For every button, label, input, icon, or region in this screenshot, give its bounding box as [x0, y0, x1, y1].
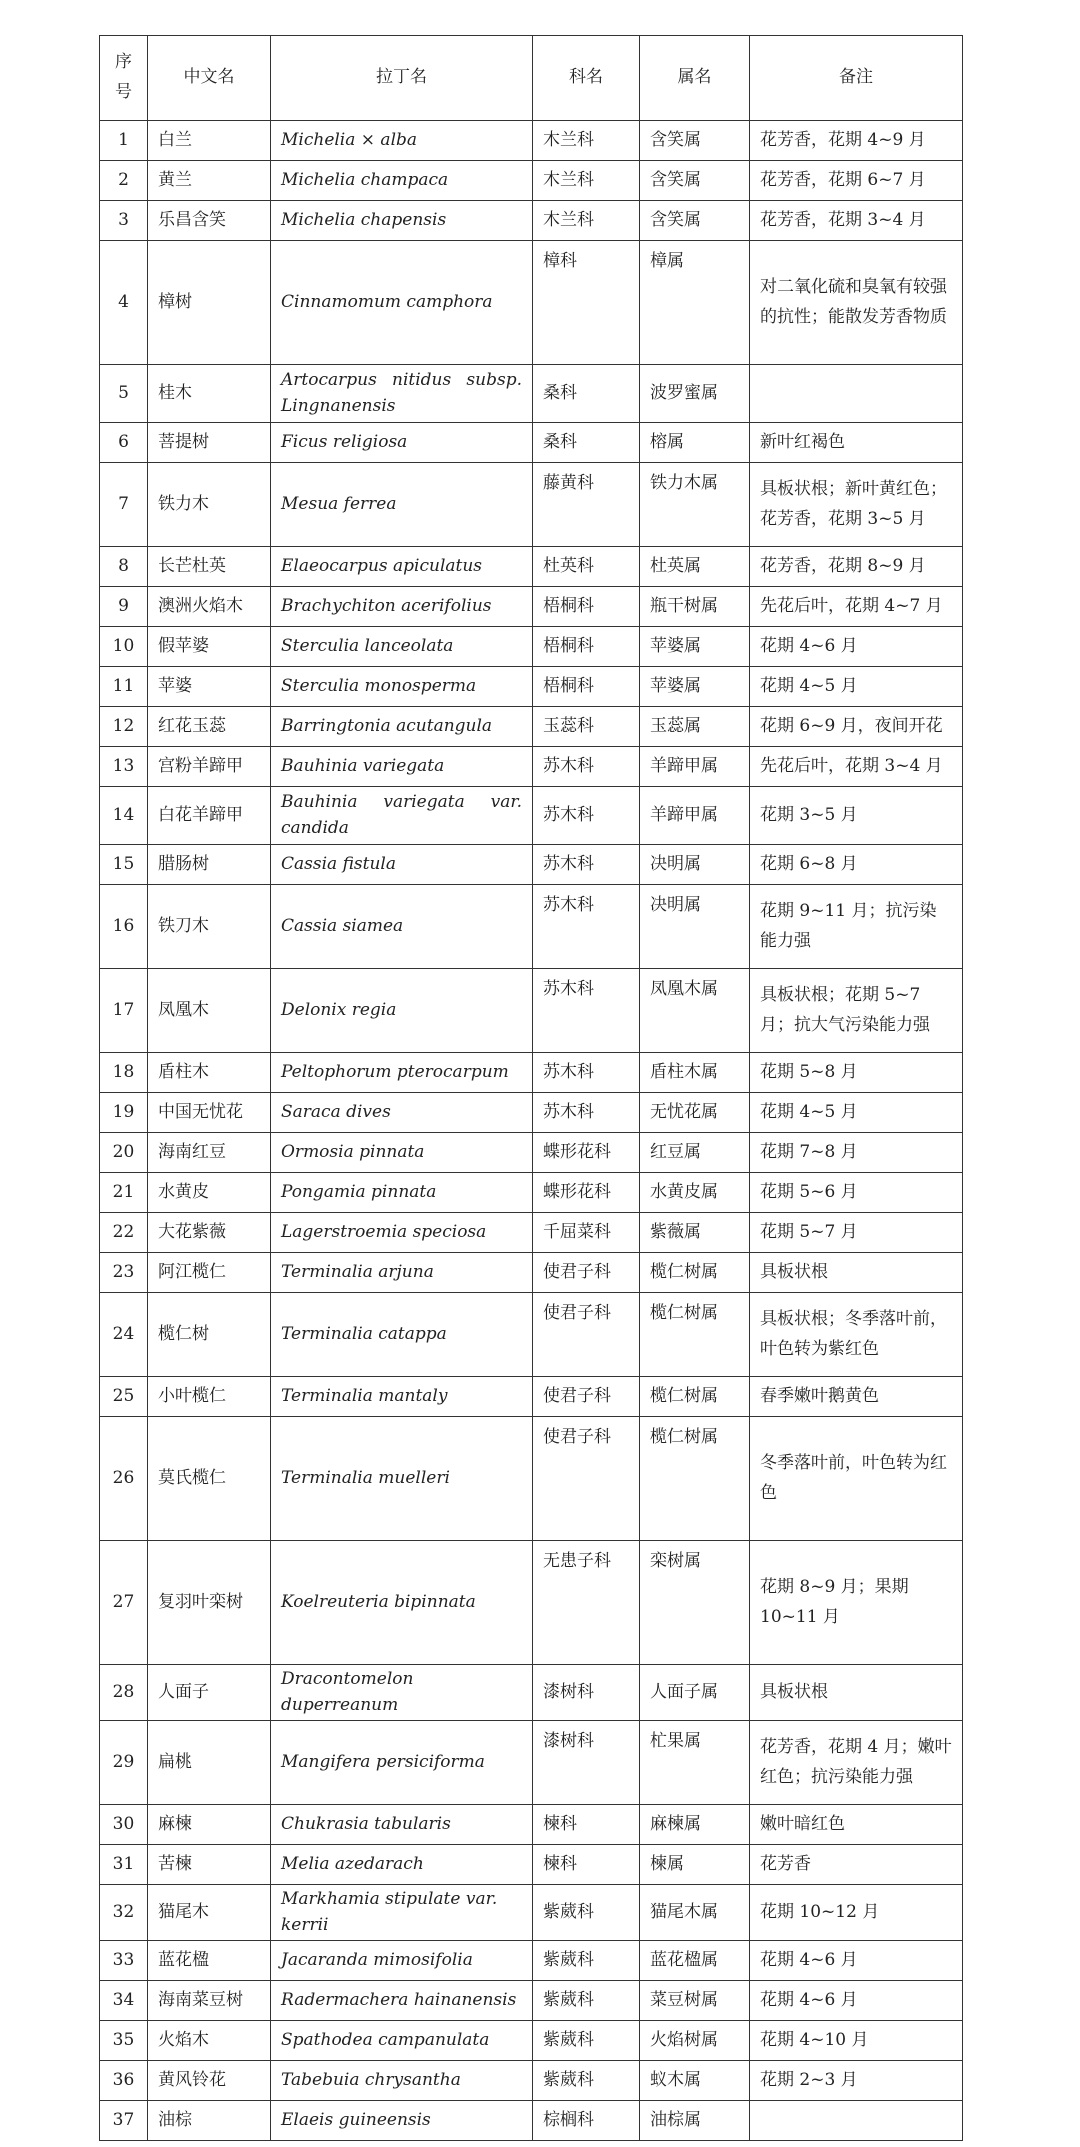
cell-chinese-name: 海南红豆 — [148, 1133, 271, 1173]
header-chinese-name: 中文名 — [148, 36, 271, 121]
table-row — [100, 241, 963, 365]
table-row — [100, 1253, 963, 1293]
table-row — [100, 365, 963, 423]
cell-chinese-name: 扁桃 — [148, 1721, 271, 1805]
table-row — [100, 161, 963, 201]
cell-latin-name: Cassia fistula — [271, 845, 533, 885]
cell-genus: 麻楝属 — [640, 1805, 750, 1845]
cell-notes: 花期 4~5 月 — [750, 667, 963, 707]
cell-genus: 榄仁树属 — [640, 1417, 750, 1541]
cell-notes: 新叶红褐色 — [750, 423, 963, 463]
cell-family: 木兰科 — [533, 121, 640, 161]
table-row — [100, 1885, 963, 1941]
cell-no: 15 — [100, 845, 148, 885]
cell-latin-name: Lagerstroemia speciosa — [271, 1213, 533, 1253]
cell-chinese-name: 铁力木 — [148, 463, 271, 547]
cell-no: 28 — [100, 1665, 148, 1721]
cell-genus: 含笑属 — [640, 121, 750, 161]
cell-family: 苏木科 — [533, 885, 640, 969]
table-row — [100, 1721, 963, 1805]
cell-no: 16 — [100, 885, 148, 969]
header-latin-name: 拉丁名 — [271, 36, 533, 121]
header-genus: 属名 — [640, 36, 750, 121]
cell-no: 25 — [100, 1377, 148, 1417]
table-row — [100, 1417, 963, 1541]
cell-family: 紫葳科 — [533, 2061, 640, 2101]
cell-genus: 栾树属 — [640, 1541, 750, 1665]
table-row — [100, 969, 963, 1053]
table-row — [100, 1093, 963, 1133]
cell-family: 漆树科 — [533, 1721, 640, 1805]
cell-family: 木兰科 — [533, 161, 640, 201]
cell-latin-name: Terminalia muelleri — [271, 1417, 533, 1541]
table-row — [100, 1293, 963, 1377]
cell-no: 13 — [100, 747, 148, 787]
cell-chinese-name: 澳洲火焰木 — [148, 587, 271, 627]
cell-no: 5 — [100, 365, 148, 423]
cell-latin-name: Sterculia monosperma — [271, 667, 533, 707]
cell-no: 3 — [100, 201, 148, 241]
cell-notes: 花期 6~8 月 — [750, 845, 963, 885]
cell-family: 桑科 — [533, 423, 640, 463]
cell-notes: 花期 2~3 月 — [750, 2061, 963, 2101]
cell-latin-name: Terminalia catappa — [271, 1293, 533, 1377]
cell-notes: 花芳香，花期 3~4 月 — [750, 201, 963, 241]
table-row — [100, 707, 963, 747]
cell-no: 33 — [100, 1941, 148, 1981]
cell-notes — [750, 2101, 963, 2141]
cell-family: 使君子科 — [533, 1253, 640, 1293]
table-row — [100, 1541, 963, 1665]
cell-no: 35 — [100, 2021, 148, 2061]
cell-family: 木兰科 — [533, 201, 640, 241]
cell-family: 紫葳科 — [533, 1941, 640, 1981]
cell-genus: 水黄皮属 — [640, 1173, 750, 1213]
cell-latin-name: Mesua ferrea — [271, 463, 533, 547]
cell-family: 苏木科 — [533, 969, 640, 1053]
cell-chinese-name: 榄仁树 — [148, 1293, 271, 1377]
cell-latin-name: Barringtonia acutangula — [271, 707, 533, 747]
cell-chinese-name: 阿江榄仁 — [148, 1253, 271, 1293]
cell-chinese-name: 黄兰 — [148, 161, 271, 201]
cell-family: 苏木科 — [533, 845, 640, 885]
cell-notes: 花期 5~6 月 — [750, 1173, 963, 1213]
cell-no: 34 — [100, 1981, 148, 2021]
cell-no: 24 — [100, 1293, 148, 1377]
cell-family: 梧桐科 — [533, 627, 640, 667]
cell-chinese-name: 莫氏榄仁 — [148, 1417, 271, 1541]
cell-notes: 花期 4~10 月 — [750, 2021, 963, 2061]
cell-notes: 花期 5~8 月 — [750, 1053, 963, 1093]
cell-chinese-name: 盾柱木 — [148, 1053, 271, 1093]
cell-family: 楝科 — [533, 1845, 640, 1885]
cell-latin-name: Pongamia pinnata — [271, 1173, 533, 1213]
plant-species-table — [99, 35, 963, 2141]
cell-no: 21 — [100, 1173, 148, 1213]
cell-no: 27 — [100, 1541, 148, 1665]
cell-latin-name: Peltophorum pterocarpum — [271, 1053, 533, 1093]
cell-latin-name: Bauhinia variegata var. candida — [271, 787, 533, 845]
cell-chinese-name: 苹婆 — [148, 667, 271, 707]
cell-chinese-name: 黄风铃花 — [148, 2061, 271, 2101]
cell-notes: 具板状根 — [750, 1665, 963, 1721]
cell-notes: 具板状根；新叶黄红色；花芳香，花期 3~5 月 — [750, 463, 963, 547]
cell-family: 玉蕊科 — [533, 707, 640, 747]
cell-family: 使君子科 — [533, 1417, 640, 1541]
cell-chinese-name: 猫尾木 — [148, 1885, 271, 1941]
cell-notes: 冬季落叶前，叶色转为红色 — [750, 1417, 963, 1541]
cell-family: 紫葳科 — [533, 2021, 640, 2061]
cell-genus: 油棕属 — [640, 2101, 750, 2141]
cell-no: 12 — [100, 707, 148, 747]
cell-chinese-name: 假苹婆 — [148, 627, 271, 667]
cell-genus: 榕属 — [640, 423, 750, 463]
cell-chinese-name: 中国无忧花 — [148, 1093, 271, 1133]
cell-notes: 花期 4~6 月 — [750, 1941, 963, 1981]
cell-genus: 杧果属 — [640, 1721, 750, 1805]
cell-latin-name: Dracontomelon duperreanum — [271, 1665, 533, 1721]
cell-chinese-name: 铁刀木 — [148, 885, 271, 969]
cell-no: 6 — [100, 423, 148, 463]
cell-no: 10 — [100, 627, 148, 667]
cell-genus: 樟属 — [640, 241, 750, 365]
cell-chinese-name: 火焰木 — [148, 2021, 271, 2061]
cell-genus: 蚁木属 — [640, 2061, 750, 2101]
table-row — [100, 1053, 963, 1093]
cell-no: 2 — [100, 161, 148, 201]
cell-chinese-name: 大花紫薇 — [148, 1213, 271, 1253]
cell-notes: 花芳香，花期 6~7 月 — [750, 161, 963, 201]
table-row — [100, 1213, 963, 1253]
cell-no: 32 — [100, 1885, 148, 1941]
cell-no: 30 — [100, 1805, 148, 1845]
cell-notes: 花期 7~8 月 — [750, 1133, 963, 1173]
cell-latin-name: Elaeis guineensis — [271, 2101, 533, 2141]
cell-latin-name: Bauhinia variegata — [271, 747, 533, 787]
cell-notes: 具板状根；冬季落叶前，叶色转为紫红色 — [750, 1293, 963, 1377]
cell-chinese-name: 樟树 — [148, 241, 271, 365]
cell-family: 蝶形花科 — [533, 1133, 640, 1173]
cell-chinese-name: 长芒杜英 — [148, 547, 271, 587]
cell-chinese-name: 小叶榄仁 — [148, 1377, 271, 1417]
header-no: 序号 — [100, 36, 148, 121]
cell-latin-name: Terminalia mantaly — [271, 1377, 533, 1417]
cell-family: 棕榈科 — [533, 2101, 640, 2141]
cell-notes: 花芳香，花期 8~9 月 — [750, 547, 963, 587]
cell-genus: 含笑属 — [640, 201, 750, 241]
cell-latin-name: Elaeocarpus apiculatus — [271, 547, 533, 587]
cell-latin-name: Koelreuteria bipinnata — [271, 1541, 533, 1665]
cell-no: 22 — [100, 1213, 148, 1253]
cell-notes: 花芳香 — [750, 1845, 963, 1885]
cell-no: 18 — [100, 1053, 148, 1093]
cell-genus: 紫薇属 — [640, 1213, 750, 1253]
cell-notes: 春季嫩叶鹅黄色 — [750, 1377, 963, 1417]
cell-genus: 决明属 — [640, 845, 750, 885]
cell-latin-name: Delonix regia — [271, 969, 533, 1053]
cell-family: 楝科 — [533, 1805, 640, 1845]
table-row — [100, 787, 963, 845]
cell-no: 4 — [100, 241, 148, 365]
cell-notes: 先花后叶，花期 4~7 月 — [750, 587, 963, 627]
cell-no: 17 — [100, 969, 148, 1053]
cell-no: 14 — [100, 787, 148, 845]
cell-genus: 榄仁树属 — [640, 1253, 750, 1293]
cell-latin-name: Spathodea campanulata — [271, 2021, 533, 2061]
cell-chinese-name: 苦楝 — [148, 1845, 271, 1885]
cell-notes: 花期 6~9 月，夜间开花 — [750, 707, 963, 747]
cell-genus: 盾柱木属 — [640, 1053, 750, 1093]
table-row — [100, 1665, 963, 1721]
cell-latin-name: Mangifera persiciforma — [271, 1721, 533, 1805]
cell-notes: 花期 4~5 月 — [750, 1093, 963, 1133]
cell-genus: 铁力木属 — [640, 463, 750, 547]
table-row — [100, 1173, 963, 1213]
cell-notes: 对二氧化硫和臭氧有较强的抗性；能散发芳香物质 — [750, 241, 963, 365]
cell-genus: 无忧花属 — [640, 1093, 750, 1133]
cell-notes: 花芳香，花期 4 月；嫩叶红色；抗污染能力强 — [750, 1721, 963, 1805]
cell-genus: 蓝花楹属 — [640, 1941, 750, 1981]
cell-no: 23 — [100, 1253, 148, 1293]
cell-chinese-name: 复羽叶栾树 — [148, 1541, 271, 1665]
cell-genus: 含笑属 — [640, 161, 750, 201]
table-row — [100, 845, 963, 885]
cell-family: 紫葳科 — [533, 1885, 640, 1941]
cell-no: 20 — [100, 1133, 148, 1173]
cell-no: 7 — [100, 463, 148, 547]
table-header-row — [100, 36, 963, 121]
cell-chinese-name: 蓝花楹 — [148, 1941, 271, 1981]
cell-no: 11 — [100, 667, 148, 707]
cell-notes: 花期 4~6 月 — [750, 627, 963, 667]
cell-genus: 榄仁树属 — [640, 1377, 750, 1417]
cell-chinese-name: 水黄皮 — [148, 1173, 271, 1213]
cell-latin-name: Artocarpus nitidus subsp. Lingnanensis — [271, 365, 533, 423]
cell-genus: 榄仁树属 — [640, 1293, 750, 1377]
cell-genus: 火焰树属 — [640, 2021, 750, 2061]
cell-genus: 人面子属 — [640, 1665, 750, 1721]
cell-family: 漆树科 — [533, 1665, 640, 1721]
cell-latin-name: Brachychiton acerifolius — [271, 587, 533, 627]
cell-chinese-name: 腊肠树 — [148, 845, 271, 885]
table-row — [100, 547, 963, 587]
cell-notes: 花期 4~6 月 — [750, 1981, 963, 2021]
cell-latin-name: Cinnamomum camphora — [271, 241, 533, 365]
cell-latin-name: Melia azedarach — [271, 1845, 533, 1885]
cell-no: 8 — [100, 547, 148, 587]
table-row — [100, 627, 963, 667]
cell-family: 梧桐科 — [533, 587, 640, 627]
cell-family: 樟科 — [533, 241, 640, 365]
cell-family: 桑科 — [533, 365, 640, 423]
cell-family: 蝶形花科 — [533, 1173, 640, 1213]
cell-genus: 猫尾木属 — [640, 1885, 750, 1941]
cell-chinese-name: 白花羊蹄甲 — [148, 787, 271, 845]
cell-chinese-name: 海南菜豆树 — [148, 1981, 271, 2021]
cell-genus: 瓶干树属 — [640, 587, 750, 627]
table-row — [100, 1941, 963, 1981]
cell-chinese-name: 麻楝 — [148, 1805, 271, 1845]
cell-latin-name: Tabebuia chrysantha — [271, 2061, 533, 2101]
cell-family: 梧桐科 — [533, 667, 640, 707]
cell-latin-name: Sterculia lanceolata — [271, 627, 533, 667]
cell-notes: 花芳香，花期 4~9 月 — [750, 121, 963, 161]
cell-family: 无患子科 — [533, 1541, 640, 1665]
cell-genus: 玉蕊属 — [640, 707, 750, 747]
cell-latin-name: Saraca dives — [271, 1093, 533, 1133]
cell-latin-name: Michelia champaca — [271, 161, 533, 201]
cell-no: 36 — [100, 2061, 148, 2101]
cell-genus: 羊蹄甲属 — [640, 787, 750, 845]
table-row — [100, 2061, 963, 2101]
cell-latin-name: Jacaranda mimosifolia — [271, 1941, 533, 1981]
cell-notes: 嫩叶暗红色 — [750, 1805, 963, 1845]
table-row — [100, 463, 963, 547]
cell-notes: 花期 10~12 月 — [750, 1885, 963, 1941]
table-row — [100, 1845, 963, 1885]
cell-chinese-name: 凤凰木 — [148, 969, 271, 1053]
cell-genus: 凤凰木属 — [640, 969, 750, 1053]
cell-chinese-name: 油棕 — [148, 2101, 271, 2141]
cell-no: 31 — [100, 1845, 148, 1885]
cell-genus: 菜豆树属 — [640, 1981, 750, 2021]
table-row — [100, 747, 963, 787]
cell-notes: 具板状根；花期 5~7 月；抗大气污染能力强 — [750, 969, 963, 1053]
cell-family: 杜英科 — [533, 547, 640, 587]
cell-chinese-name: 红花玉蕊 — [148, 707, 271, 747]
cell-latin-name: Ficus religiosa — [271, 423, 533, 463]
table-row — [100, 2021, 963, 2061]
cell-family: 千屈菜科 — [533, 1213, 640, 1253]
cell-genus: 楝属 — [640, 1845, 750, 1885]
table-row — [100, 201, 963, 241]
cell-no: 26 — [100, 1417, 148, 1541]
cell-chinese-name: 宫粉羊蹄甲 — [148, 747, 271, 787]
cell-latin-name: Markhamia stipulate var. kerrii — [271, 1885, 533, 1941]
cell-family: 苏木科 — [533, 1053, 640, 1093]
cell-latin-name: Terminalia arjuna — [271, 1253, 533, 1293]
table-row — [100, 423, 963, 463]
table-row — [100, 2101, 963, 2141]
cell-latin-name: Michelia × alba — [271, 121, 533, 161]
cell-chinese-name: 人面子 — [148, 1665, 271, 1721]
cell-family: 苏木科 — [533, 787, 640, 845]
header-family: 科名 — [533, 36, 640, 121]
cell-no: 1 — [100, 121, 148, 161]
cell-family: 藤黄科 — [533, 463, 640, 547]
table-row — [100, 885, 963, 969]
cell-genus: 波罗蜜属 — [640, 365, 750, 423]
header-notes: 备注 — [750, 36, 963, 121]
cell-genus: 决明属 — [640, 885, 750, 969]
cell-notes: 花期 5~7 月 — [750, 1213, 963, 1253]
table-row — [100, 587, 963, 627]
table-row — [100, 1377, 963, 1417]
cell-notes: 先花后叶，花期 3~4 月 — [750, 747, 963, 787]
cell-latin-name: Chukrasia tabularis — [271, 1805, 533, 1845]
cell-chinese-name: 乐昌含笑 — [148, 201, 271, 241]
cell-genus: 杜英属 — [640, 547, 750, 587]
cell-no: 37 — [100, 2101, 148, 2141]
table-row — [100, 121, 963, 161]
cell-latin-name: Cassia siamea — [271, 885, 533, 969]
cell-notes — [750, 365, 963, 423]
table-row — [100, 1133, 963, 1173]
cell-chinese-name: 菩提树 — [148, 423, 271, 463]
cell-family: 苏木科 — [533, 1093, 640, 1133]
cell-no: 9 — [100, 587, 148, 627]
cell-genus: 苹婆属 — [640, 667, 750, 707]
cell-family: 紫葳科 — [533, 1981, 640, 2021]
cell-genus: 苹婆属 — [640, 627, 750, 667]
cell-notes: 花期 3~5 月 — [750, 787, 963, 845]
cell-no: 29 — [100, 1721, 148, 1805]
cell-chinese-name: 桂木 — [148, 365, 271, 423]
cell-genus: 羊蹄甲属 — [640, 747, 750, 787]
cell-family: 使君子科 — [533, 1377, 640, 1417]
cell-chinese-name: 白兰 — [148, 121, 271, 161]
cell-family: 使君子科 — [533, 1293, 640, 1377]
cell-notes: 花期 9~11 月；抗污染能力强 — [750, 885, 963, 969]
table-row — [100, 1805, 963, 1845]
cell-family: 苏木科 — [533, 747, 640, 787]
cell-latin-name: Michelia chapensis — [271, 201, 533, 241]
cell-latin-name: Ormosia pinnata — [271, 1133, 533, 1173]
table-row — [100, 1981, 963, 2021]
cell-no: 19 — [100, 1093, 148, 1133]
cell-notes: 花期 8~9 月；果期 10~11 月 — [750, 1541, 963, 1665]
cell-latin-name: Radermachera hainanensis — [271, 1981, 533, 2021]
table-row — [100, 667, 963, 707]
cell-notes: 具板状根 — [750, 1253, 963, 1293]
cell-genus: 红豆属 — [640, 1133, 750, 1173]
